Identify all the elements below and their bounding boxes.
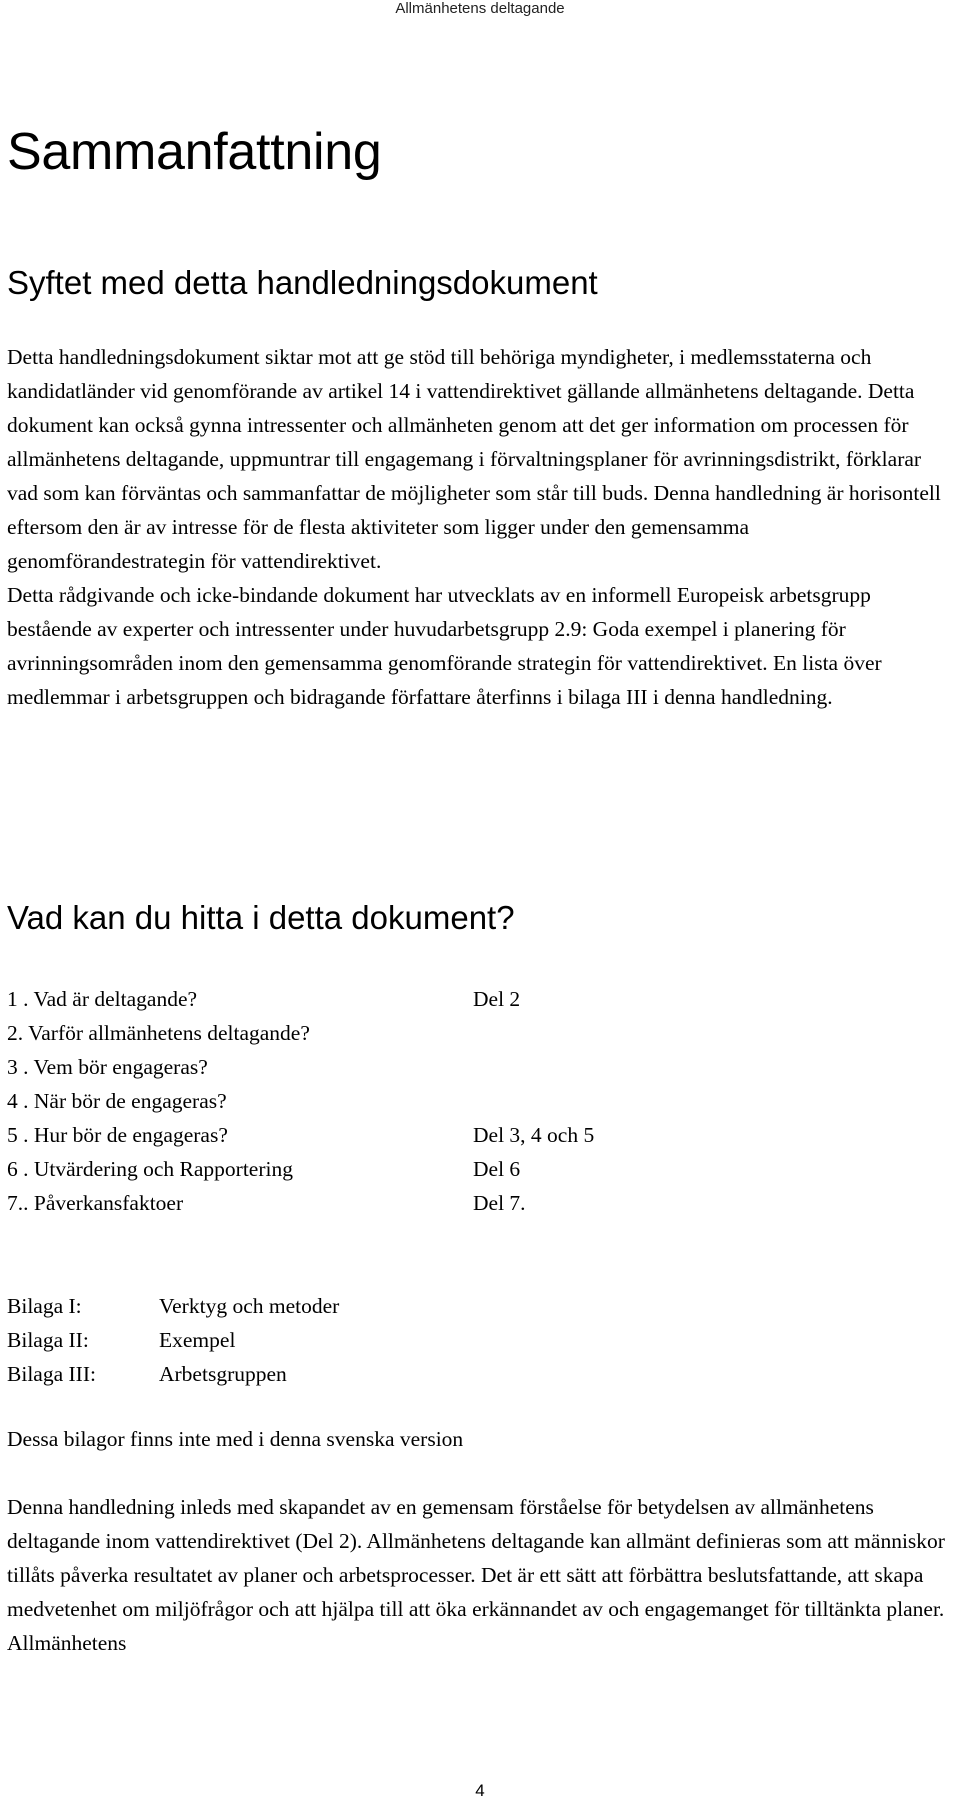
page-title: Sammanfattning xyxy=(7,123,382,181)
intro-paragraph: Denna handledning inleds med skapandet av en gemensam förståelse för betydelsen av allmänhetens deltagande inom vattendirektivet (Del 2). Allmänhetens deltagande kan allmänt definieras som att människor tillåts påverka resultatet av planer och arbetsprocesser. Det är ett sätt att förbättra beslutsfattande, att skapa medvetenhet om miljöfrågor och att hjälpa till att öka erkännandet av och engagemanget för tilltänkta planer. Allmänhetens xyxy=(7,1495,945,1655)
toc-item xyxy=(7,1050,707,1084)
running-header: Allmänhetens deltagande xyxy=(395,0,565,17)
toc-item-label: 4 . När bör de engageras? xyxy=(7,1089,227,1113)
annex-list xyxy=(7,1289,607,1391)
toc-item-label: 3 . Vem bör engageras? xyxy=(7,1055,208,1079)
section-heading-contents: Vad kan du hitta i detta dokument? xyxy=(7,899,515,936)
annex-label: Bilaga III: xyxy=(7,1362,96,1386)
annex-description: Verktyg och metoder xyxy=(159,1294,340,1318)
toc-item-label: 5 . Hur bör de engageras? xyxy=(7,1123,228,1147)
toc-item xyxy=(7,1152,707,1186)
toc-item xyxy=(7,1186,707,1220)
toc-item xyxy=(7,1016,707,1050)
purpose-paragraph: Detta handledningsdokument siktar mot att ge stöd till behöriga myndigheter, i medlemsstaterna och kandidatländer vid genomförande av artikel 14 i vattendirektivet gällande allmänhetens deltagande. Detta dokument kan också gynna intressenter och allmänheten genom att det ger information om processen för allmänhetens deltagande, uppmuntrar till engagemang i förvaltningsplaner för avrinningsdistrikt, förklarar vad som kan förväntas och sammanfattar de möjligheter som står till buds. Denna handledning är horisontell eftersom den är av intresse för de flesta aktiviteter som ligger under den gemensamma genomförandestrategin för vattendirektivet. xyxy=(7,345,941,573)
toc-item-label: 1 . Vad är deltagande? xyxy=(7,987,198,1011)
toc-item-label: 6 . Utvärdering och Rapportering xyxy=(7,1157,293,1181)
toc-item-label: 2. Varför allmänhetens deltagande? xyxy=(7,1021,310,1045)
annex-item xyxy=(7,1357,607,1391)
annex-label: Bilaga I: xyxy=(7,1294,82,1318)
annex-item xyxy=(7,1289,607,1323)
annex-note: Dessa bilagor finns inte med i denna svenska version xyxy=(7,1427,464,1451)
toc-item-part: Del 6 xyxy=(473,1157,521,1181)
toc-item xyxy=(7,1118,707,1152)
toc-item xyxy=(7,982,707,1016)
purpose-text xyxy=(7,340,947,714)
toc-item-part: Del 3, 4 och 5 xyxy=(473,1123,595,1147)
section-heading-purpose: Syftet med detta handledningsdokument xyxy=(7,264,598,301)
contents-list xyxy=(7,982,707,1220)
annex-description: Exempel xyxy=(159,1328,236,1352)
annex-description: Arbetsgruppen xyxy=(159,1362,287,1386)
toc-item xyxy=(7,1084,707,1118)
toc-item-label: 7.. Påverkansfaktoer xyxy=(7,1191,184,1215)
annex-label: Bilaga II: xyxy=(7,1328,89,1352)
origin-paragraph: Detta rådgivande och icke-bindande dokument har utvecklats av en informell Europeisk arbetsgrupp bestående av experter och intressenter under huvudarbetsgrupp 2.9: Goda exempel i planering för avrinningsområden inom den gemensamma genomförande strategin för vattendirektivet. En lista över medlemmar i arbetsgruppen och bidragande författare återfinns i bilaga III i denna handledning. xyxy=(7,583,882,709)
toc-item-part: Del 7. xyxy=(473,1191,526,1215)
annex-item xyxy=(7,1323,607,1357)
page-number: 4 xyxy=(475,1781,485,1800)
toc-item-part: Del 2 xyxy=(473,987,521,1011)
